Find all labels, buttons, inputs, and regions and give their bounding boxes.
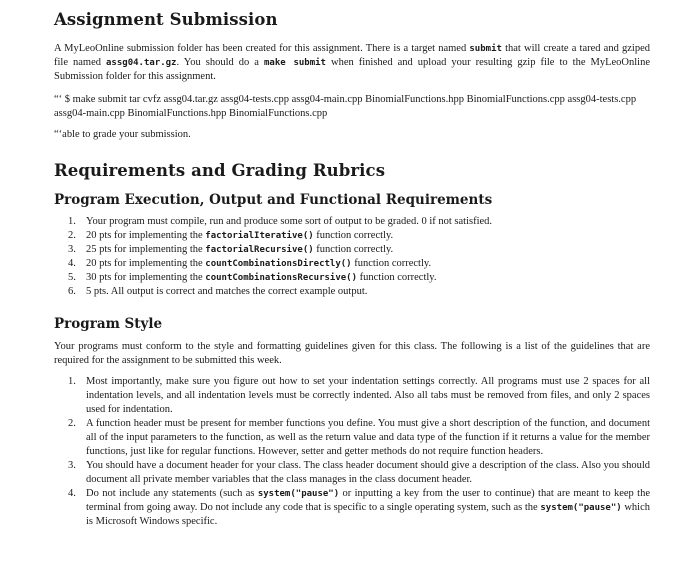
list-number: 4. — [68, 488, 76, 499]
list-item — [54, 243, 650, 257]
submission-instructions — [54, 42, 650, 84]
item-text: Do not include any statements (such as — [86, 488, 258, 499]
tar-filename-code: assg04.tar.gz — [106, 58, 177, 68]
item-text: or inputting a key from the user to continue) that are meant to keep the terminal from going away. Do not include any code that is specific to a single operating system, such as the — [86, 488, 650, 513]
intro-text-4: when finished and upload your resulting gzip file to the MyLeoOnline Submission folder for this assignment. — [54, 57, 650, 82]
intro-text-3: . You should do a — [176, 57, 264, 68]
item-text: 20 pts for implementing the — [86, 230, 206, 241]
intro-text-1: A MyLeoOnline submission folder has been created for this assignment. There is a target named — [54, 43, 470, 54]
item-text: Most importantly, make sure you figure out how to set your indentation settings correctly. All programs must use 2 spaces for all indentation levels, and all indentation levels must be correctly indented. Also all tabs must be removed from files, and only 2 spaces used for indentation. — [86, 376, 650, 415]
style-intro-text: Your programs must conform to the style and formatting guidelines given for this class. The following is a list of the guidelines that are required for the assignment to be submitted this week. — [54, 341, 650, 366]
item-text: function correctly. — [313, 244, 394, 255]
list-number: 2. — [68, 230, 76, 241]
list-number: 1. — [68, 216, 76, 227]
program-style-heading: Program Style — [54, 316, 163, 332]
list-number: 1. — [68, 376, 76, 387]
list-number: 4. — [68, 258, 76, 269]
list-item — [54, 215, 650, 229]
execution-requirements-heading: Program Execution, Output and Functional Requirements — [54, 192, 493, 208]
function-name-code: countCombinationsDirectly() — [205, 259, 352, 269]
item-text: You should have a document header for your class. The class header document should give a description of the class. Also you should document all private member variables that the class manages in the class document header. — [86, 460, 650, 485]
list-item — [54, 375, 650, 417]
item-text: which is Microsoft Windows specific. — [86, 502, 650, 527]
requirements-heading: Requirements and Grading Rubrics — [54, 161, 386, 180]
item-text: 25 pts for implementing the — [86, 244, 206, 255]
function-name-code: countCombinationsRecursive() — [205, 273, 357, 283]
list-item — [54, 487, 650, 529]
item-text: function correctly. — [313, 230, 394, 241]
able-to-grade-text: “‘able to grade your submission. — [54, 129, 191, 140]
list-item — [54, 417, 650, 459]
list-item — [54, 285, 650, 299]
item-text: Your program must compile, run and produce some sort of output to be graded. 0 if not satisfied. — [86, 216, 493, 227]
style-guideline-list — [54, 375, 650, 529]
item-text: function correctly. — [357, 272, 437, 283]
list-number: 5. — [68, 272, 76, 283]
item-text: A function header must be present for member functions you define. You must give a short description of the function, and document all of the input parameters to the function, as well as the return value and data type of the function if it returns a value for the member functions, just like for regular functions. However, setter and getter methods do not require function headers. — [86, 418, 650, 457]
list-item — [54, 257, 650, 271]
list-number: 3. — [68, 244, 76, 255]
item-text: function correctly. — [351, 258, 432, 269]
function-name-code: factorialIterative() — [205, 231, 314, 241]
list-item — [54, 229, 650, 243]
list-number: 2. — [68, 418, 76, 429]
grading-rubric-list — [54, 215, 650, 299]
intro-text-2: that will create a tared and gziped file named — [54, 43, 650, 68]
system-pause-code: system("pause") — [257, 489, 340, 499]
list-number: 6. — [68, 286, 76, 297]
system-pause-code: system("pause") — [540, 503, 622, 513]
list-item — [54, 271, 650, 285]
function-name-code: factorialRecursive() — [205, 245, 314, 255]
list-item — [54, 459, 650, 487]
submit-target-code: submit — [469, 44, 502, 54]
assignment-submission-heading: Assignment Submission — [54, 10, 278, 29]
item-text: 20 pts for implementing the — [86, 258, 206, 269]
item-text: 30 pts for implementing the — [86, 272, 206, 283]
item-text: 5 pts. All output is correct and matches the correct example output. — [86, 286, 368, 297]
make-command-text: “‘ $ make submit tar cvfz assg04.tar.gz assg04-tests.cpp assg04-main.cpp BinomialFunctions.hpp BinomialFunctions.cpp assg04-tests.cpp assg04-main.cpp BinomialFunctions.hpp BinomialFunctions.cpp — [54, 94, 637, 119]
make-submit-code: make submit — [263, 58, 326, 68]
list-number: 3. — [68, 460, 76, 471]
